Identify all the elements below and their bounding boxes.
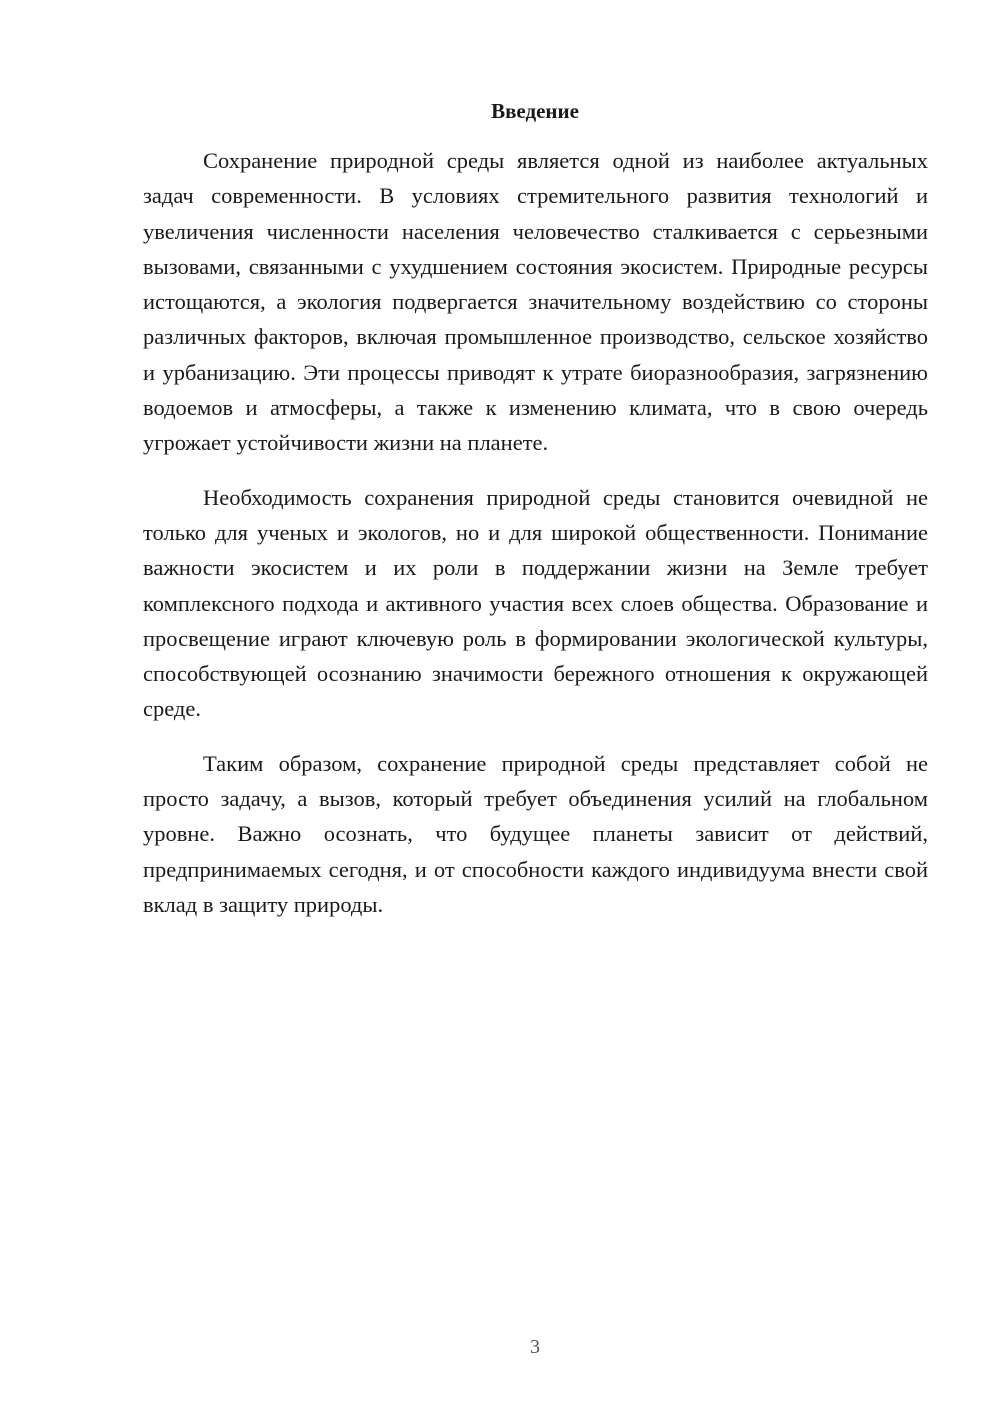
paragraph-2: Необходимость сохранения природной среды становится очевидной не только для ученых и экологов, но и для широкой общественности. Понимание важности экосистем и их роли в поддержании жизни на Земле требует комплексного подхода и активного участия всех слоев общества. Образование и просвещение играют ключевую роль в формировании экологической культуры, способствующей осознанию значимости бережного отношения к окружающей среде.	[143, 484, 928, 722]
page-number: 3	[530, 1336, 540, 1358]
paragraph-1: Сохранение природной среды является одной из наиболее актуальных задач современности. В условиях стремительного развития технологий и увеличения численности населения человечество сталкивается с серьезными вызовами, связанными с ухудшением состояния экосистем. Природные ресурсы истощаются, а экология подвергается значительному воздействию со стороны различных факторов, включая промышленное производство, сельское хозяйство и урбанизацию. Эти процессы приводят к утрате биоразнообразия, загрязнению водоемов и атмосферы, а также к изменению климата, что в свою очередь угрожает устойчивости жизни на планете.	[143, 148, 928, 456]
body-text	[143, 143, 928, 941]
section-title: Введение	[491, 99, 579, 123]
paragraph-3: Таким образом, сохранение природной среды представляет собой не просто задачу, а вызов, который требует объединения усилий на глобальном уровне. Важно осознать, что будущее планеты зависит от действий, предпринимаемых сегодня, и от способности каждого индивидуума внести свой вклад в защиту природы.	[143, 750, 928, 917]
